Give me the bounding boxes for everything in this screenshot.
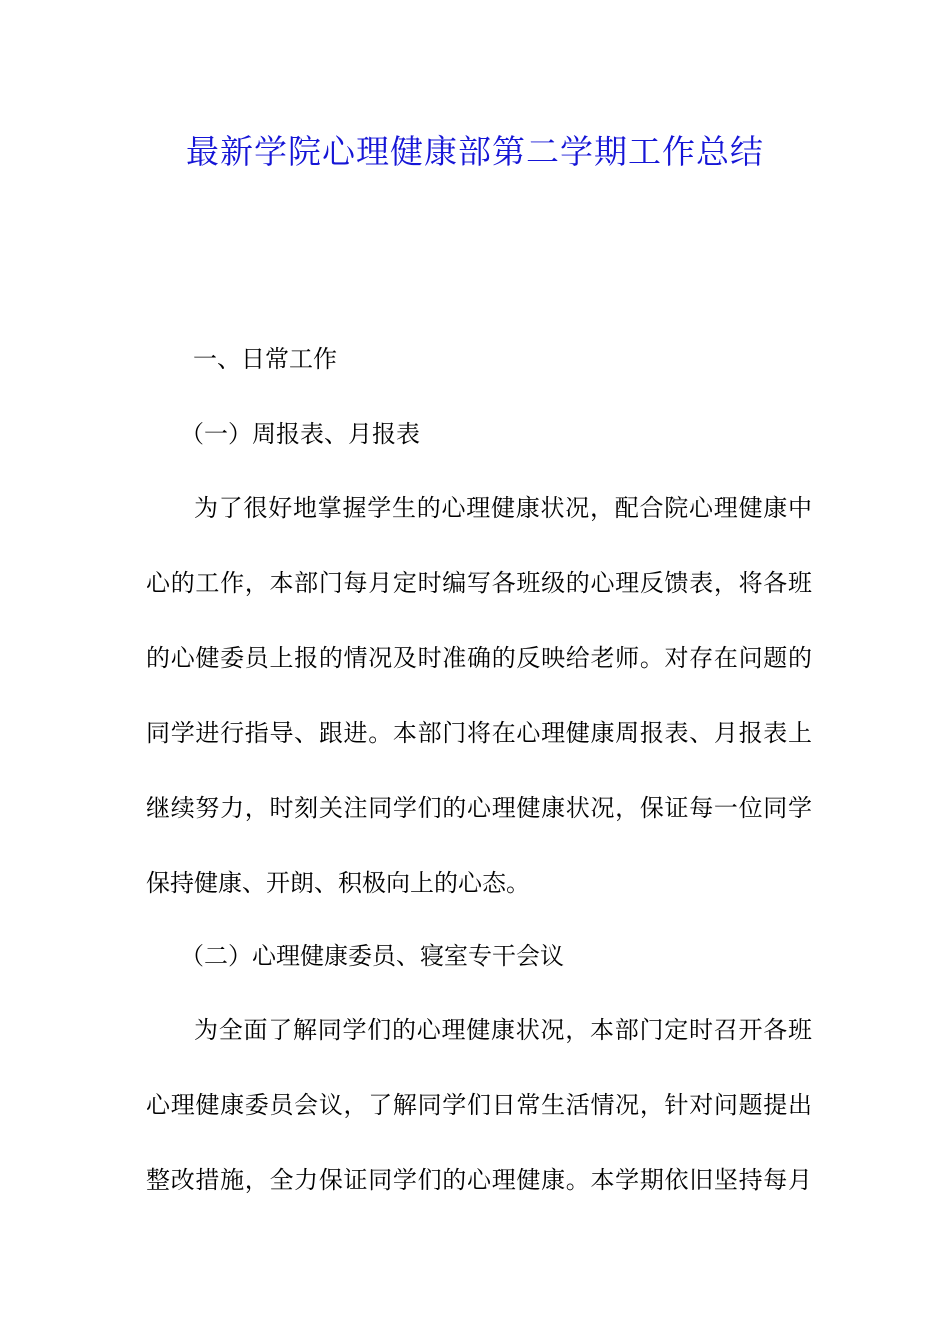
paragraph-line: 为全面了解同学们的心理健康状况，本部门定时召开各班 bbox=[194, 1016, 812, 1044]
paragraph-reports bbox=[146, 490, 812, 940]
section-heading-daily-work: 一、日常工作 bbox=[193, 345, 337, 373]
paragraph-meetings bbox=[146, 1012, 812, 1237]
paragraph-line: 保持健康、开朗、积极向上的心态。 bbox=[146, 869, 530, 897]
paragraph-line: 继续努力，时刻关注同学们的心理健康状况，保证每一位同学 bbox=[146, 794, 812, 822]
paragraph-line: 为了很好地掌握学生的心理健康状况，配合院心理健康中 bbox=[194, 494, 812, 522]
paragraph-line: 同学进行指导、跟进。本部门将在心理健康周报表、月报表上 bbox=[146, 719, 812, 747]
paragraph-line: 整改措施，全力保证同学们的心理健康。本学期依旧坚持每月 bbox=[146, 1166, 812, 1194]
paragraph-line: 心理健康委员会议，了解同学们日常生活情况，针对问题提出 bbox=[146, 1091, 812, 1119]
paragraph-line: 的心健委员上报的情况及时准确的反映给老师。对存在问题的 bbox=[146, 644, 812, 672]
document-title: 最新学院心理健康部第二学期工作总结 bbox=[186, 132, 764, 171]
paragraph-line: 心的工作，本部门每月定时编写各班级的心理反馈表，将各班 bbox=[146, 569, 812, 597]
subsection-heading-meetings: （二）心理健康委员、寝室专干会议 bbox=[180, 942, 564, 970]
subsection-heading-reports: （一）周报表、月报表 bbox=[180, 420, 420, 448]
